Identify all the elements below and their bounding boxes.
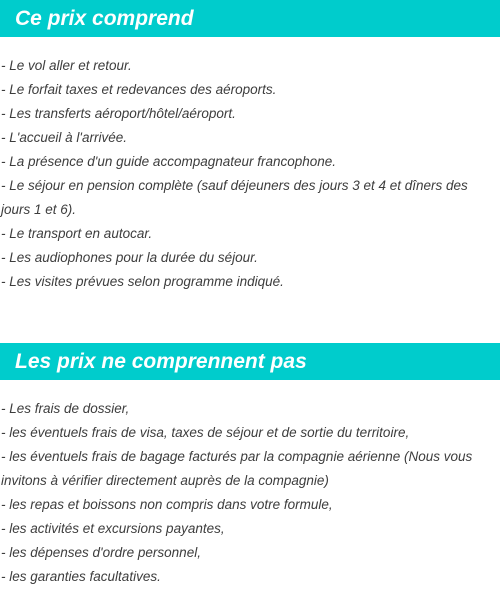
included-list	[0, 54, 500, 294]
list-item: - les activités et excursions payantes,	[1, 521, 225, 536]
excluded-banner	[0, 343, 500, 380]
list-item: - Le vol aller et retour.	[1, 58, 132, 73]
list-item: - Les transferts aéroport/hôtel/aéroport.	[1, 106, 236, 121]
included-title: Ce prix comprend	[15, 7, 194, 30]
list-item: - les dépenses d'ordre personnel,	[1, 545, 201, 560]
list-item: - Le transport en autocar.	[1, 226, 153, 241]
included-banner	[0, 0, 500, 37]
list-item: - les éventuels frais de bagage facturés par la compagnie aérienne (Nous vous invitons à vérifier directement auprès de la compagnie)	[1, 449, 473, 488]
excluded-section	[0, 343, 500, 589]
excluded-title: Les prix ne comprennent pas	[15, 350, 307, 373]
excluded-list	[0, 397, 500, 589]
list-item: - Le séjour en pension complète (sauf déjeuners des jours 3 et 4 et dîners des jours 1 et 6).	[1, 178, 468, 217]
list-item: - Les frais de dossier,	[1, 401, 130, 416]
included-section	[0, 0, 500, 294]
list-item: - les éventuels frais de visa, taxes de séjour et de sortie du territoire,	[1, 425, 410, 440]
list-item: - Le forfait taxes et redevances des aéroports.	[1, 82, 277, 97]
list-item: - L'accueil à l'arrivée.	[1, 130, 127, 145]
list-item: - les repas et boissons non compris dans votre formule,	[1, 497, 333, 512]
list-item: - Les audiophones pour la durée du séjour.	[1, 250, 258, 265]
list-item: - les garanties facultatives.	[1, 569, 161, 584]
list-item: - La présence d'un guide accompagnateur francophone.	[1, 154, 337, 169]
list-item: - Les visites prévues selon programme indiqué.	[1, 274, 284, 289]
